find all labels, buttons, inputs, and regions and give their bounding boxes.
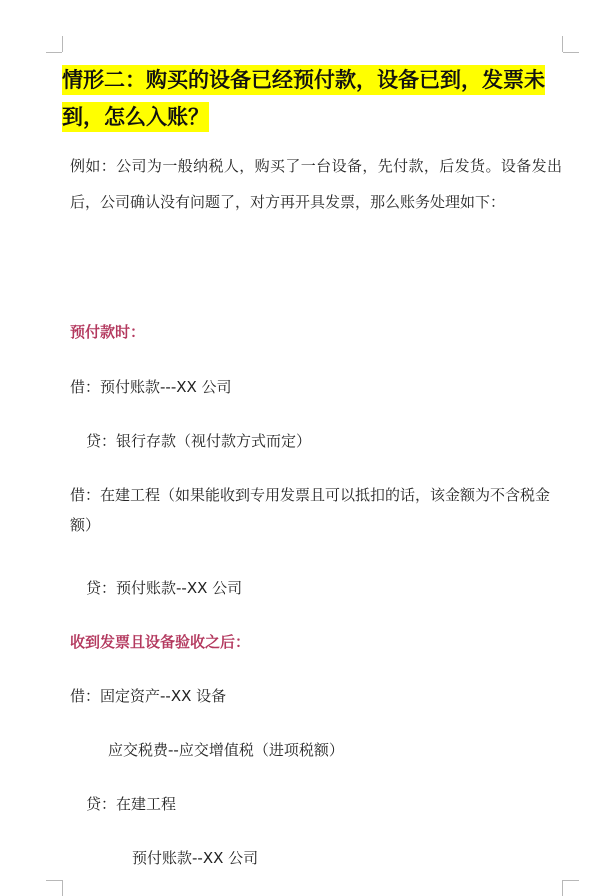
entry-debit-tax: 应交税费--应交增值税（进项税额） [108,741,344,759]
entry-credit-construction: 贷：在建工程 [86,795,177,813]
entry-credit-prepaid: 贷：预付账款--XX 公司 [86,579,243,597]
title-highlight: 情形二：购买的设备已经预付款，设备已到，发票未到，怎么入账？ [62,65,545,132]
entry-credit-bank: 贷：银行存款（视付款方式而定） [86,432,312,450]
document-title [62,62,562,136]
margin-mark-top-left-h [46,52,62,53]
margin-mark-bottom-right-v [562,880,563,896]
margin-mark-bottom-left-v [62,880,63,896]
margin-mark-bottom-right-h [563,880,579,881]
entry-debit-prepaid: 借：预付账款---XX 公司 [70,378,232,396]
margin-mark-bottom-left-h [46,880,62,881]
entry-debit-fixed-assets: 借：固定资产--XX 设备 [70,687,227,705]
margin-mark-top-left-v [62,36,63,52]
heading-invoice-received: 收到发票且设备验收之后： [70,633,251,651]
entry-debit-construction: 借：在建工程（如果能收到专用发票且可以抵扣的话，该金额为不含税金额） [70,486,551,534]
entry-credit-prepaid-final: 预付账款--XX 公司 [132,849,259,867]
margin-mark-top-right-v [562,36,563,52]
heading-prepayment: 预付款时： [70,323,146,341]
intro-paragraph: 例如：公司为一般纳税人，购买了一台设备，先付款，后发货。设备发出后，公司确认没有问题了，对方再开具发票，那么账务处理如下： [70,157,562,211]
margin-mark-top-right-h [563,52,579,53]
